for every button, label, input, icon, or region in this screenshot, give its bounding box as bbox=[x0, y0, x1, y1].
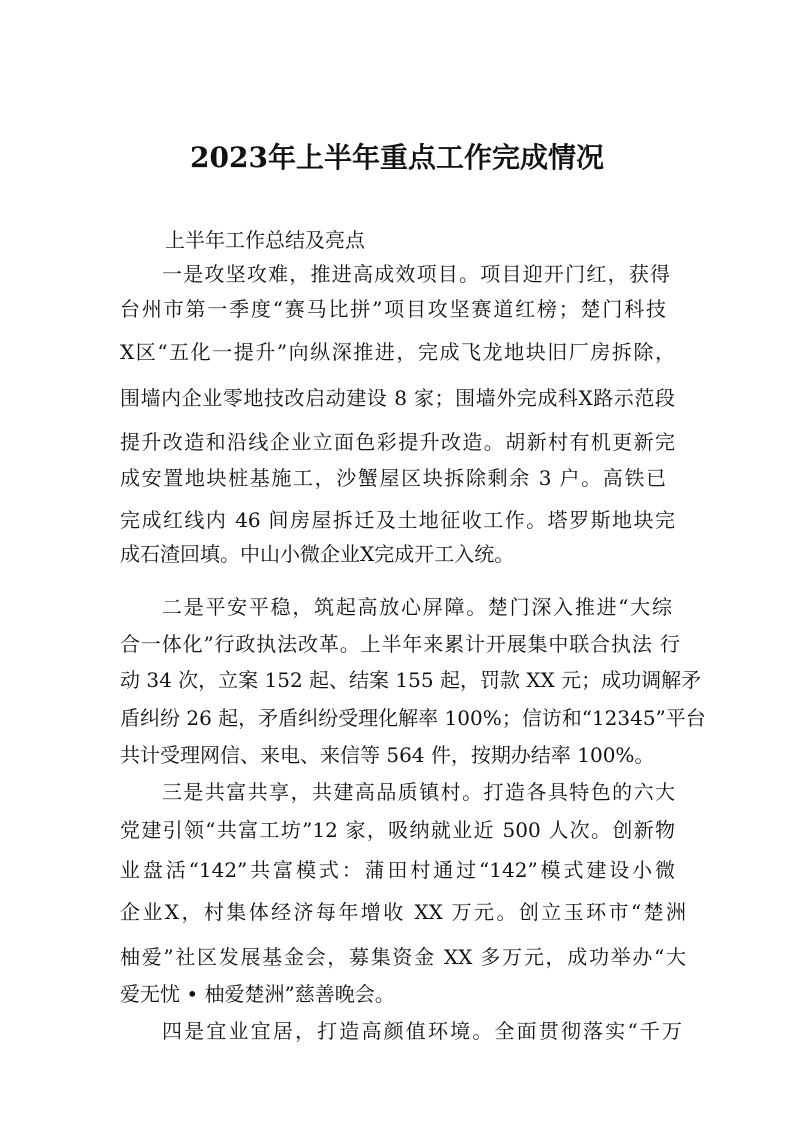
paragraph-1-line: 围墙内企业零地技改启动建设 8 家；围墙外完成科X路示范段 bbox=[120, 386, 675, 410]
section-heading: 上半年工作总结及亮点 bbox=[165, 228, 365, 252]
paragraph-1-line: 成石渣回填。中山小微企业X完成开工入统。 bbox=[120, 542, 515, 566]
paragraph-1-line: 成安置地块桩基施工，沙蟹屋区块拆除剩余 3 户。高铁已 bbox=[120, 466, 666, 490]
paragraph-3-line: 爱无忧 • 柚爱楚洲”慈善晚会。 bbox=[120, 982, 395, 1006]
paragraph-1-line: X区“五化一提升”向纵深推进，完成飞龙地块旧厂房拆除， bbox=[120, 340, 675, 364]
paragraph-1-line: 完成红线内 46 间房屋拆迁及土地征收工作。塔罗斯地块完 bbox=[120, 508, 675, 532]
paragraph-3-line: 党建引领“共富工坊”12 家，吸纳就业近 500 人次。创新物 bbox=[120, 818, 675, 842]
paragraph-3-line: 企业X，村集体经济每年增收 XX 万元。创立玉环市“楚洲 bbox=[120, 900, 686, 924]
paragraph-1-line: 一是攻坚攻难，推进高成效项目。项目迎开门红，获得 bbox=[162, 262, 670, 286]
paragraph-4-line: 四是宜业宜居，打造高颜值环境。全面贯彻落实“千万 bbox=[162, 1019, 682, 1043]
paragraph-2-line: 动 34 次，立案 152 起、结案 155 起，罚款 XX 元；成功调解矛 bbox=[120, 668, 702, 692]
paragraph-3-line: 柚爱”社区发展基金会，募集资金 XX 多万元，成功举办“大 bbox=[120, 945, 686, 969]
paragraph-1-line: 提升改造和沿线企业立面色彩提升改造。胡新村有机更新完 bbox=[120, 430, 675, 454]
document-title: 2023年上半年重点工作完成情况 bbox=[190, 141, 604, 174]
paragraph-2-line: 二是平安平稳，筑起高放心屏障。楚门深入推进“大综 bbox=[162, 595, 672, 619]
paragraph-2-line: 合一体化”行政执法改革。上半年来累计开展集中联合执法 行 bbox=[120, 632, 680, 656]
paragraph-2-line: 共计受理网信、来电、来信等 564 件，按期办结率 100%。 bbox=[120, 743, 655, 767]
paragraph-3-line: 三是共富共享，共建高品质镇村。打造各具特色的六大 bbox=[162, 780, 675, 804]
paragraph-1-line: 台州市第一季度“赛马比拼”项目攻坚赛道红榜；楚门科技 bbox=[120, 297, 666, 321]
paragraph-3-line: 业盘活“142”共富模式：蒲田村通过“142”模式建设小微 bbox=[120, 858, 675, 882]
paragraph-2-line: 盾纠纷 26 起，矛盾纠纷受理化解率 100%；信访和“12345”平台 bbox=[120, 706, 706, 730]
